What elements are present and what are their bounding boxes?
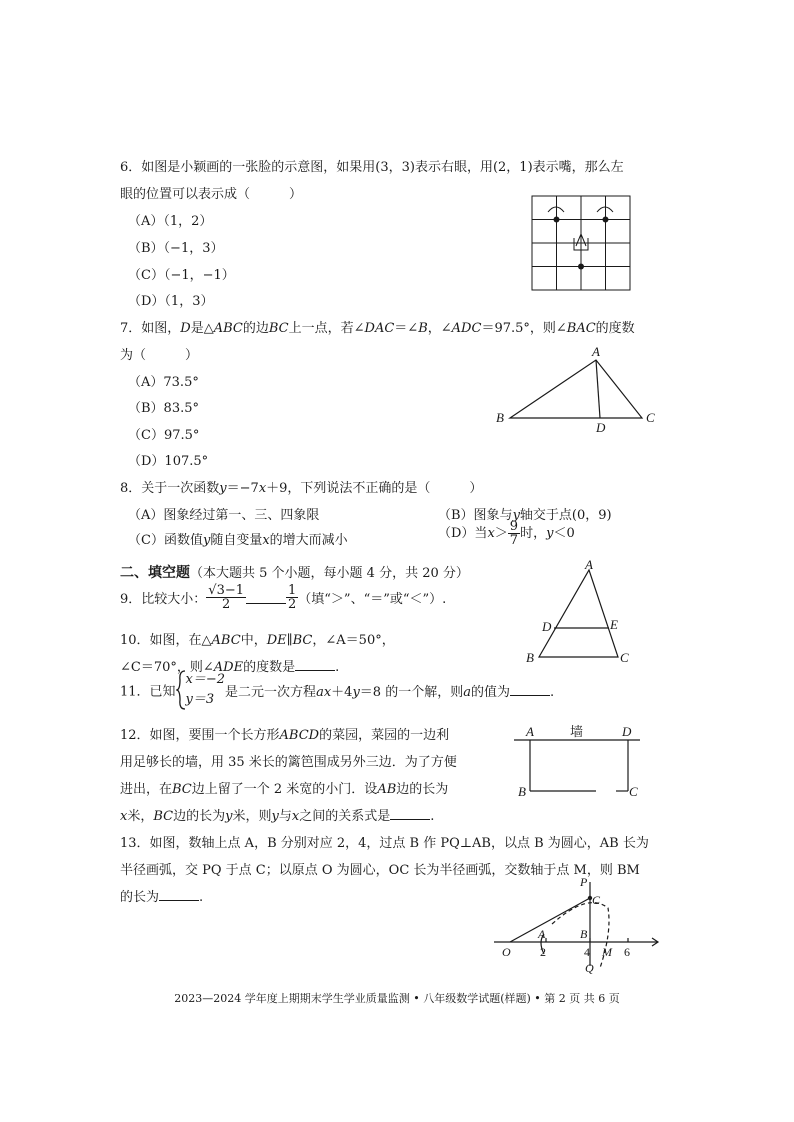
q12-label-c: C [629,784,638,799]
q8-line1: 8．关于一次函数y＝−7x＋9，下列说法不正确的是（ ） [120,481,483,496]
q11-line: 11．已知 x＝−2 y＝3 是二元一次方程ax＋4y＝8 的一个解，则a的值为 . [120,670,554,710]
q10-line2: ∠C＝70°，则∠ADE的度数是 . [120,660,340,675]
q10-label-d: D [542,619,552,634]
q7-label-b: B [496,410,504,425]
q6-face-grid-figure [528,194,634,292]
q7-line1: 7．如图，D是△ABC的边BC上一点，若∠DAC＝∠B，∠ADC＝97.5°，则∠BAC的度数 [120,321,635,336]
q13-tick-2: 2 [540,945,546,959]
q12-label-a: A [526,724,534,739]
q7-label-c: C [646,410,655,425]
section-2-note: （本大题共 5 个小题，每小题 4 分，共 20 分） [190,566,469,581]
q13-tick-6: 6 [624,945,630,959]
q13-line1: 13．如图，数轴上点 A，B 分别对应 2，4，过点 B 作 PQ⊥AB，以点 B 为圆心，AB 长为 [120,836,649,851]
q7-line2: 为（ ） [120,348,199,363]
q10-label-b: B [526,650,534,665]
q7-option-a: （A）73.5° [128,375,199,390]
q8-option-a: （A）图象经过第一、三、四象限 [128,508,320,523]
q9-line: 9．比较大小： $\frac{√3-1}{2}$ $\frac{1}{2}$ （填“＞”、“＝”或“＜”）. [120,583,447,612]
left-eye-dot [554,217,560,223]
q7-triangle-figure [490,342,670,434]
q13-label-o: O [502,945,511,959]
q6-option-b: （B）（−1，3） [128,241,224,256]
q7-option-d: （D）107.5° [128,454,209,469]
q10-triangle-figure [520,558,640,668]
q8-option-b: （B）图象与y轴交于点(0，9) [438,508,612,523]
q9-answer-blank[interactable] [246,591,286,604]
right-eye-dot [603,217,609,223]
q10-label-e: E [610,617,618,632]
q12-line4: x米，BC边的长为y米，则y与x之间的关系式是 . [120,809,435,824]
q8-option-d: （D）当x＞ $\frac{9}{7}$ 时，y＜0 [438,519,575,548]
q12-label-d: D [622,724,632,739]
q9-fraction-1: $\frac{√3-1}{2}$ [208,583,244,612]
q6-option-c: （C）（−1，−1） [128,268,235,283]
q6-option-a: （A）（1，2） [128,214,213,229]
q8-fraction: $\frac{9}{7}$ [509,519,519,548]
q13-label-c: C [592,893,601,907]
q9-fraction-2: $\frac{1}{2}$ [288,583,297,612]
q7-label-a: A [592,344,600,359]
q13-line2: 半径画弧，交 PQ 于点 C；以原点 O 为圆心，OC 长为半径画弧，交数轴于点 M，则 BM [120,863,640,878]
mouth-dot [578,264,584,270]
q7-option-b: （B）83.5° [128,401,199,416]
q11-brace-icon [176,670,186,710]
q12-label-b: B [518,784,526,799]
q12-line1: 12．如图，要围一个长方形ABCD的菜园，菜园的一边利 [120,728,450,743]
q12-line2: 用足够长的墙，用 35 米长的篱笆围成另外三边．为了方便 [120,755,457,770]
q7-option-c: （C）97.5° [128,428,200,443]
q11-answer-blank[interactable] [510,683,550,696]
q12-garden-figure [510,722,646,802]
q13-label-b: B [580,927,588,941]
q13-label-m: M [602,945,612,959]
q13-label-a: A [538,927,546,941]
q6-line2: 眼的位置可以表示成（ ） [120,187,303,202]
page-footer: 2023—2024 学年度上期期末学生学业质量监测 • 八年级数学试题(样题) • 第 2 页 共 6 页 [174,992,620,1005]
q13-answer-blank[interactable] [159,888,199,901]
q8-option-c: （C）函数值y随自变量x的增大而减小 [128,533,348,548]
q13-tick-4: 4 [584,945,590,959]
q6-line1: 6．如图是小颖画的一张脸的示意图，如果用(3，3)表示右眼，用(2，1)表示嘴，那么左 [120,160,624,175]
section-2-heading [120,562,469,582]
q10-label-a: A [585,558,593,572]
q10-label-c: C [620,650,629,665]
q13-label-q: Q [585,961,594,975]
q11-equation-system: x＝−2 y＝3 [185,672,226,707]
q12-answer-blank[interactable] [390,807,430,820]
segment-oc [510,898,590,942]
section-2-title: 二、填空题 [120,565,190,581]
q12-label-wall: 墙 [570,724,584,739]
q13-label-p: P [580,875,588,889]
q12-line3: 进出，在BC边上留了一个 2 米宽的小门．设AB边的长为 [120,782,449,797]
q7-label-d: D [596,420,606,434]
q13-number-line-figure [488,872,664,976]
q13-line3: 的长为 . [120,890,204,905]
q10-line1: 10．如图，在△ABC中，DE∥BC，∠A＝50°， [120,633,395,648]
q6-option-d: （D）（1，3） [128,294,214,309]
